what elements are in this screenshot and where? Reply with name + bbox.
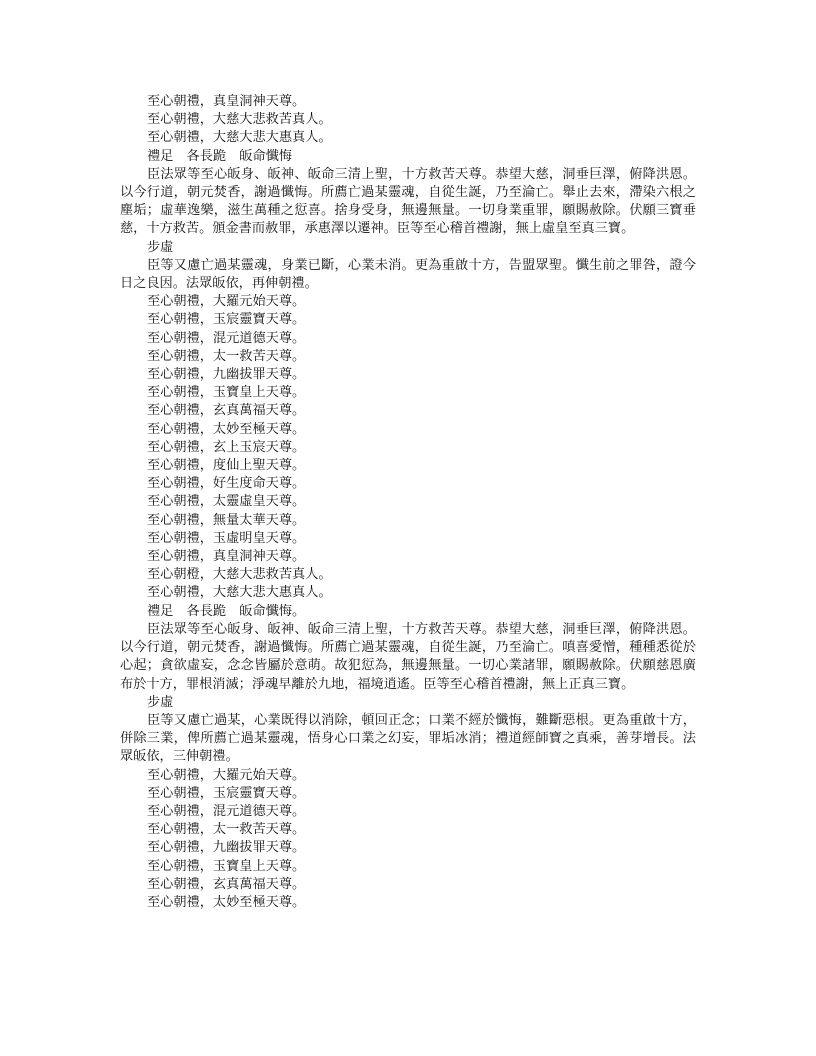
text-line: 至心朝禮，玄上玉宸天尊。: [147, 439, 306, 455]
text-line: 至心朝禮，太妙至極天尊。: [147, 894, 306, 910]
text-line: 至心朝禮，玉寶皇上天尊。: [147, 385, 306, 401]
text-line: 步虛: [147, 239, 174, 255]
paragraph: 臣法眾等至心皈身、皈神、皈命三清上聖，十方救苦天尊。恭望大慈，洞垂巨澤，俯降洪恩。以今行道，朝元焚香，謝過懺悔。所薦亡過某靈魂，自從生誕，乃至淪亡。舉止去來，滯染六根之塵垢；虛華逸樂，滋生萬種之愆喜。捨身受身，無邊無量。一切身業重罪，願賜赦除。伏願三寶垂慈，十方救苦。頒金書而赦罪，承惠澤以遷神。臣等至心稽首禮謝，無上虛皇至真三寶。: [120, 166, 696, 237]
text-line: 至心朝禮，玉宸靈寶天尊。: [147, 312, 306, 328]
paragraph: 臣等又慮亡過某靈魂，身業已斷，心業未消。更為重啟十方，告盟眾聖。懺生前之罪咎，證今日之良因。法眾皈依，再伸朝禮。: [120, 257, 696, 292]
text-line: 至心朝禮，好生度命天尊。: [147, 476, 306, 492]
text-line: 至心朝禮，混元道德天尊。: [147, 803, 306, 819]
text-line: 至心朝禮，混元道德天尊。: [147, 330, 306, 346]
text-line: 至心朝禮，玄真萬福天尊。: [147, 403, 306, 419]
paragraph: 臣法眾等至心皈身、皈神、皈命三清上聖，十方救苦天尊。恭望大慈，洞垂巨澤，俯降洪恩。以今行道，朝元焚香，謝過懺悔。所薦亡過某靈魂，自從生誕，乃至淪亡。嗔喜愛憎，種種悉從於心起；貪欲虛妄，念念皆屬於意萌。故犯愆為，無邊無量。一切心業諸罪，願賜赦除。伏願慈恩廣布於十方，罪根消滅；淨魂早離於九地，福境逍遙。臣等至心稽首禮謝，無上正真三寶。: [120, 621, 696, 692]
text-line: 至心朝禮，太一救苦天尊。: [147, 348, 306, 364]
text-line: 禮足 各長跪 皈命懺悔。: [147, 603, 306, 619]
text-line: 至心朝禮，真皇洞神天尊。: [147, 549, 306, 565]
text-line: 至心朝禮，太靈虛皇天尊。: [147, 494, 306, 510]
text-line: 至心朝橙，大慈大悲救苦真人。: [147, 567, 332, 583]
text-line: 至心朝禮，無量太華天尊。: [147, 512, 306, 528]
text-line: 至心朝禮，大慈大悲大惠真人。: [147, 130, 332, 146]
text-line: 至心朝禮，大羅元始天尊。: [147, 767, 306, 783]
paragraph: 臣等又慮亡過某，心業既得以消除，頓回正念；口業不經於懺悔，難斷惡根。更為重啟十方，併除三業，俾所薦亡過某靈魂，悟身心口業之幻妄，罪垢冰消；禮道經師寶之真乘，善芽增長。法眾皈依，三伸朝禮。: [120, 712, 696, 765]
text-line: 至心朝禮，太妙至極天尊。: [147, 421, 306, 437]
text-line: 至心朝禮，玉寶皇上天尊。: [147, 858, 306, 874]
text-line: 至心朝禮，真皇洞神天尊。: [147, 94, 306, 109]
text-line: 至心朝禮，玉虛明皇天尊。: [147, 530, 306, 546]
text-line: 禮足 各長跪 皈命懺悔: [147, 148, 293, 164]
text-line: 至心朝禮，玉宸靈寶天尊。: [147, 785, 306, 801]
text-line: 至心朝禮，大慈大悲大惠真人。: [147, 585, 332, 601]
text-line: 步虛: [147, 694, 174, 710]
text-line: 至心朝禮，九幽拔罪天尊。: [147, 840, 306, 856]
text-line: 至心朝禮，大慈大悲救苦真人。: [147, 112, 332, 128]
text-line: 至心朝禮，太一救苦天尊。: [147, 822, 306, 838]
text-line: 至心朝禮，九幽拔罪天尊。: [147, 367, 306, 383]
text-line: 至心朝禮，大羅元始天尊。: [147, 294, 306, 310]
document-body: [120, 93, 696, 912]
text-line: 至心朝禮，度仙上聖天尊。: [147, 458, 306, 474]
text-line: 至心朝禮，玄真萬福天尊。: [147, 876, 306, 892]
